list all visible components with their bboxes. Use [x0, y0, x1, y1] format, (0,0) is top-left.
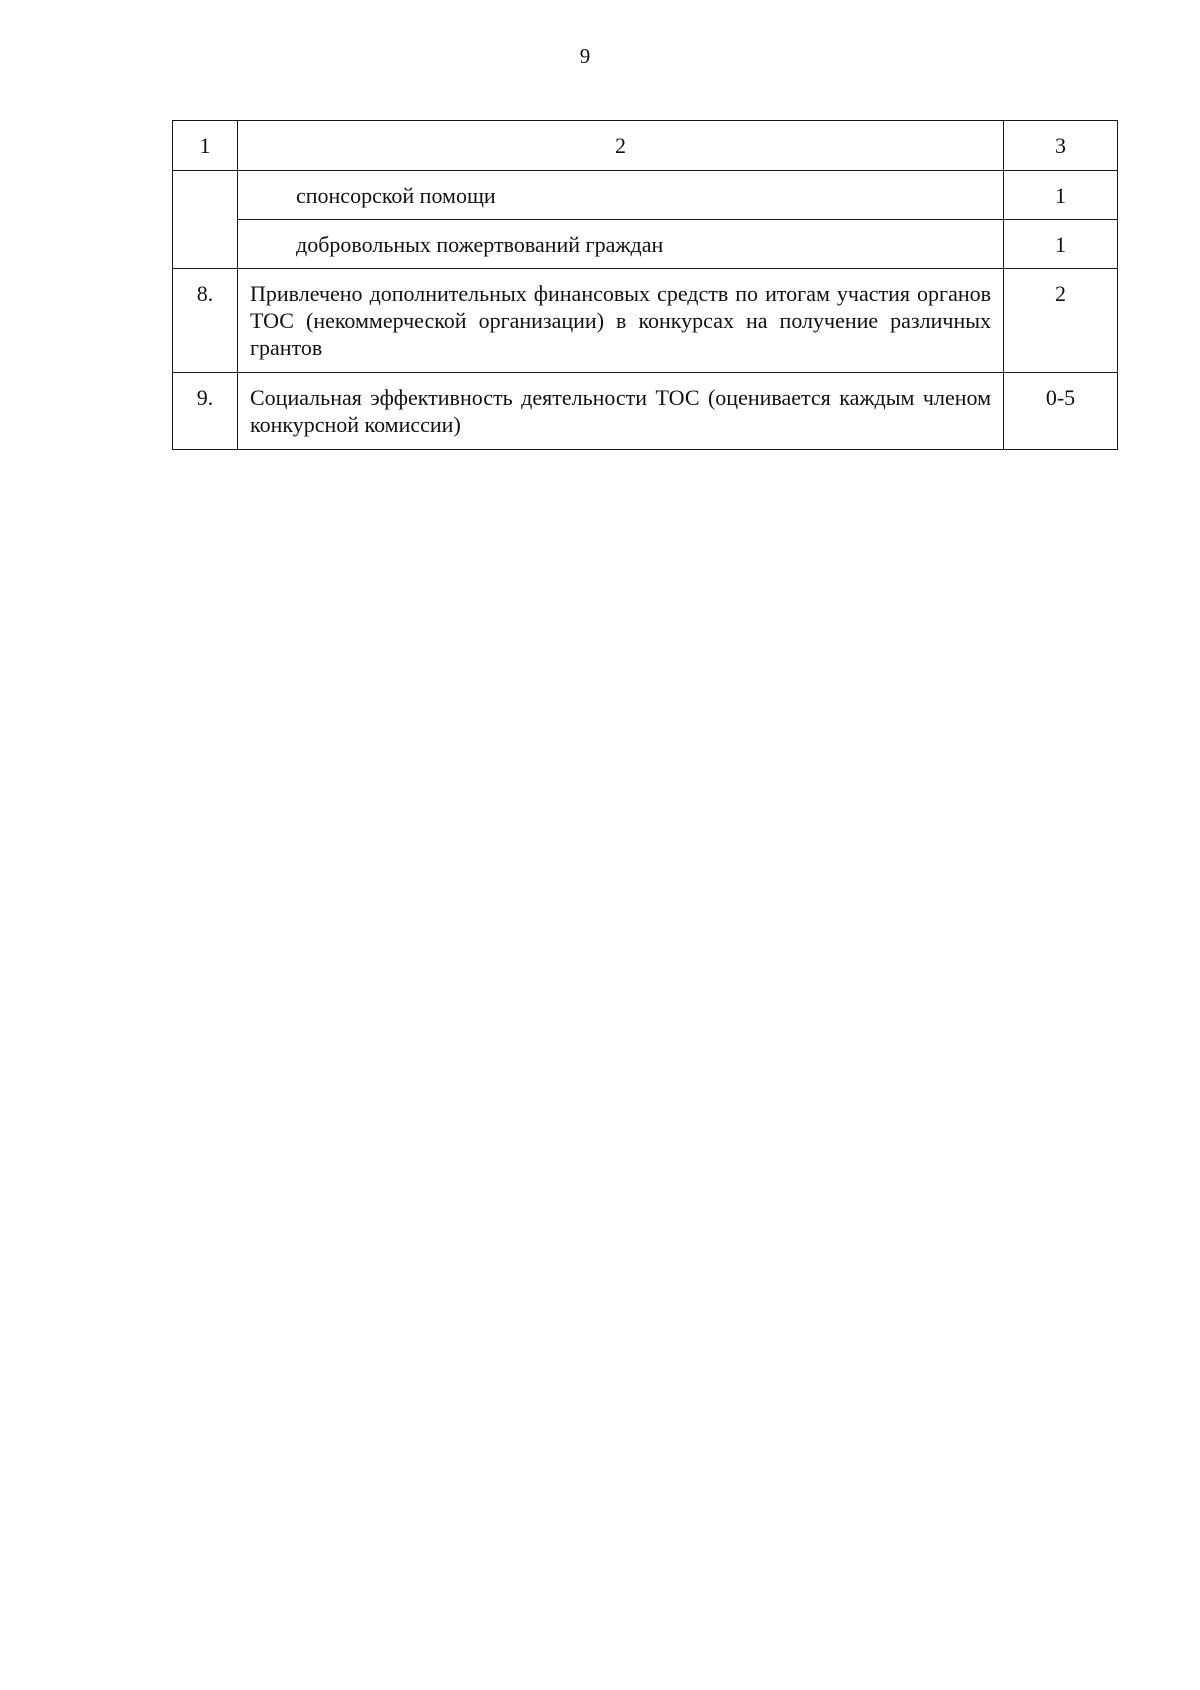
page-number: 9 — [579, 44, 591, 68]
subrow-score-sponsorship: 1 — [1004, 171, 1118, 220]
column-header-3: 3 — [1004, 121, 1118, 171]
subrow-text-donations: добровольных пожертвований граждан — [238, 220, 1004, 269]
column-header-1: 1 — [173, 121, 238, 171]
row-number-9: 9. — [173, 373, 238, 450]
table-row — [173, 220, 1118, 269]
subrow-score-donations: 1 — [1004, 220, 1118, 269]
table-row — [173, 373, 1118, 450]
empty-number-cell — [173, 171, 238, 269]
subrow-text-sponsorship: спонсорской помощи — [238, 171, 1004, 220]
column-header-2: 2 — [238, 121, 1004, 171]
row-score-9: 0-5 — [1004, 373, 1118, 450]
criteria-table — [172, 120, 1118, 450]
row-text-8: Привлечено дополнительных финансовых средств по итогам участия органов ТОС (некоммерческой организации) в конкурсах на получение различных грантов — [238, 269, 1004, 373]
table-header-row — [173, 121, 1118, 171]
row-number-8: 8. — [173, 269, 238, 373]
row-text-9: Социальная эффективность деятельности ТОС (оценивается каждым членом конкурсной комиссии) — [238, 373, 1004, 450]
row-score-8: 2 — [1004, 269, 1118, 373]
table-row — [173, 269, 1118, 373]
table-row — [173, 171, 1118, 220]
